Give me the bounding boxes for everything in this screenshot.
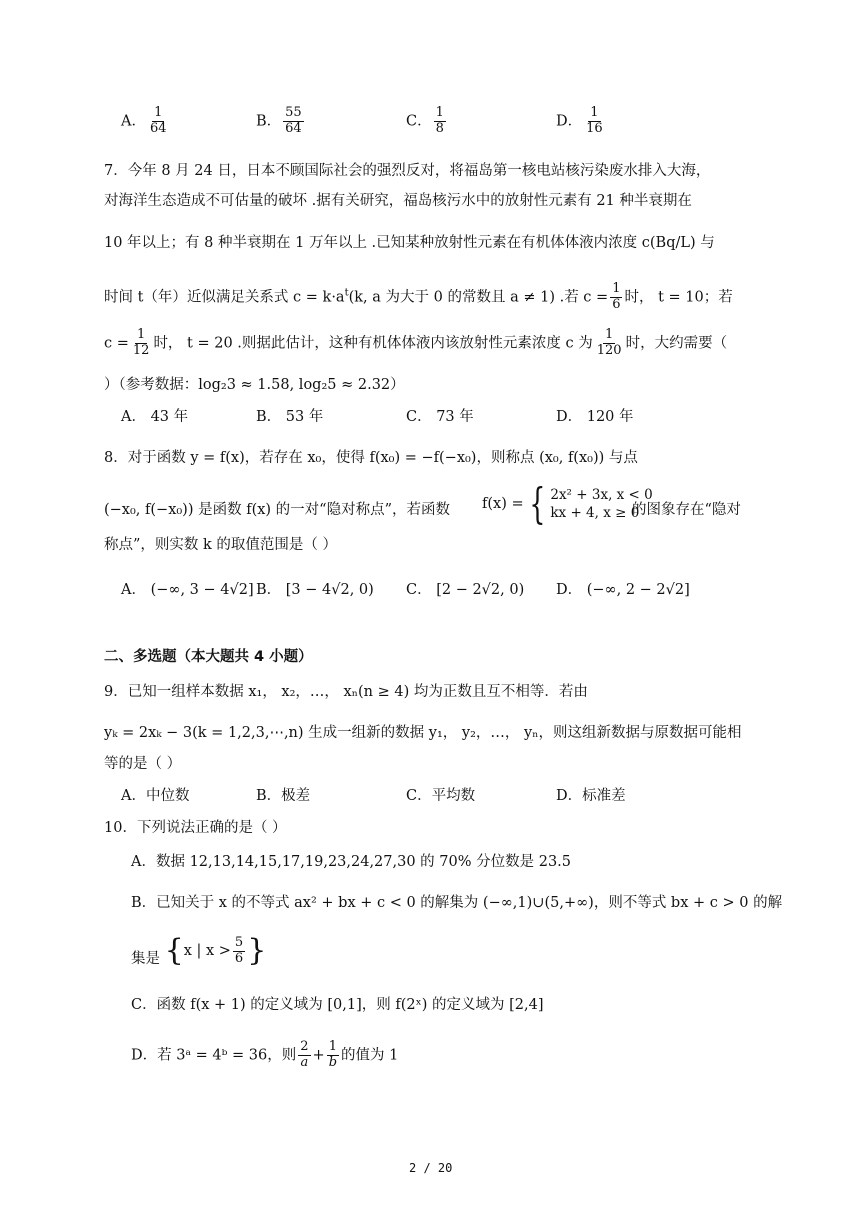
q8-option-b: B． [3 − 4√2, 0): [256, 582, 374, 598]
q7-line3: 10 年以上；有 8 种半衰期在 1 万年以上 .已知某种放射性元素在有机体体液内浓度 c(Bq/L) 与: [104, 235, 715, 251]
q8-line3: 称点”，则实数 k 的取值范围是（ ）: [104, 537, 338, 553]
q8-line2-tail: 的图象存在“隐对: [632, 502, 741, 518]
q7-option-b: B． 53 年: [256, 409, 324, 425]
q7-option-c: C． 73 年: [406, 409, 474, 425]
q8-option-c: C． [2 − 2√2, 0): [406, 582, 525, 598]
q7-line2: 对海洋生态造成不可估量的破坏 .据有关研究，福岛核污水中的放射性元素有 21 种半衰期在: [104, 193, 692, 209]
q7-option-d: D． 120 年: [556, 409, 634, 425]
q7-line4: 时间 t（年）近似满足关系式 $c = k\cdot a^t(k$, a 为大于 0 的常数且 a ≠ 1) .若 c = $\frac{1}{6}$ 时， t = 10；若: [104, 281, 733, 312]
section-2-title: 二、多选题（本大题共 4 小题）: [104, 649, 313, 665]
q10-option-d: D．若 3ᵃ = 4ᵇ = 36，则 $\frac{2}{a}$ + $\frac{1}{b}$ 的值为 1: [131, 1039, 399, 1070]
q7-line6: ）（参考数据：log₂3 ≈ 1.58, log₂5 ≈ 2.32）: [104, 377, 405, 393]
q9-option-b: B．极差: [256, 788, 311, 804]
q8-line1: 8．对于函数 y = f(x)，若存在 x₀，使得 f(x₀) = −f(−x₀)，则称点 (x₀, f(x₀)) 与点: [104, 450, 638, 466]
q7-option-a: A． 43 年: [121, 409, 189, 425]
q9-line2: yₖ = 2xₖ − 3(k = 1,2,3,⋯,n) 生成一组新的数据 y₁， y₂，…， yₙ，则这组新数据与原数据可能相: [104, 725, 742, 741]
q6-option-c: C． $\frac{1}{8}$: [406, 105, 444, 136]
q9-line1: 9．已知一组样本数据 x₁， x₂，…， xₙ(n ≥ 4) 均为正数且互不相等．若由: [104, 684, 588, 700]
q6-option-d: D． $\frac{1}{16}$: [556, 105, 603, 136]
q8-line2: (−x₀, f(−x₀)) 是函数 f(x) 的一对“隐对称点”，若函数: [104, 502, 451, 518]
q8-option-a: A． (−∞, 3 − 4√2]: [121, 582, 254, 598]
q9-line3: 等的是（ ）: [104, 756, 182, 772]
q9-option-a: A．中位数: [121, 788, 190, 804]
q7-line1: 7．今年 8 月 24 日，日本不顾国际社会的强烈反对，将福岛第一核电站核污染废水排入大海，: [104, 163, 711, 179]
q8-piecewise: f(x) = { 2x² + 3x, x < 0 kx + 4, x ≥ 0: [482, 479, 653, 528]
page-number: 2 / 20: [409, 1161, 453, 1175]
q10-line1: 10．下列说法正确的是（ ）: [104, 820, 287, 836]
q6-option-b: B． $\frac{55}{64}$: [256, 105, 302, 136]
q9-option-d: D．标准差: [556, 788, 626, 804]
q10-option-c: C．函数 f(x + 1) 的定义域为 [0,1]，则 f(2ˣ) 的定义域为 [2,4]: [131, 997, 544, 1013]
q7-line5: c = $\frac{1}{12}$ 时， t = 20 .则据此估计，这种有机体体液内该放射性元素浓度 c 为 $\frac{1}{120}$ 时，大约需要（: [104, 327, 728, 358]
q8-option-d: D． (−∞, 2 − 2√2]: [556, 582, 690, 598]
q9-option-c: C．平均数: [406, 788, 476, 804]
q10-option-b-line2: 集是 {x | x > $\frac{5}{6}$ }: [131, 933, 267, 969]
q6-option-a: A． $\frac{1}{64}$: [121, 105, 167, 136]
q10-option-a: A．数据 12,13,14,15,17,19,23,24,27,30 的 70% 分位数是 23.5: [131, 854, 572, 870]
q10-option-b-line1: B．已知关于 x 的不等式 ax² + bx + c < 0 的解集为 (−∞,1)∪(5,+∞)，则不等式 bx + c > 0 的解: [131, 895, 783, 911]
